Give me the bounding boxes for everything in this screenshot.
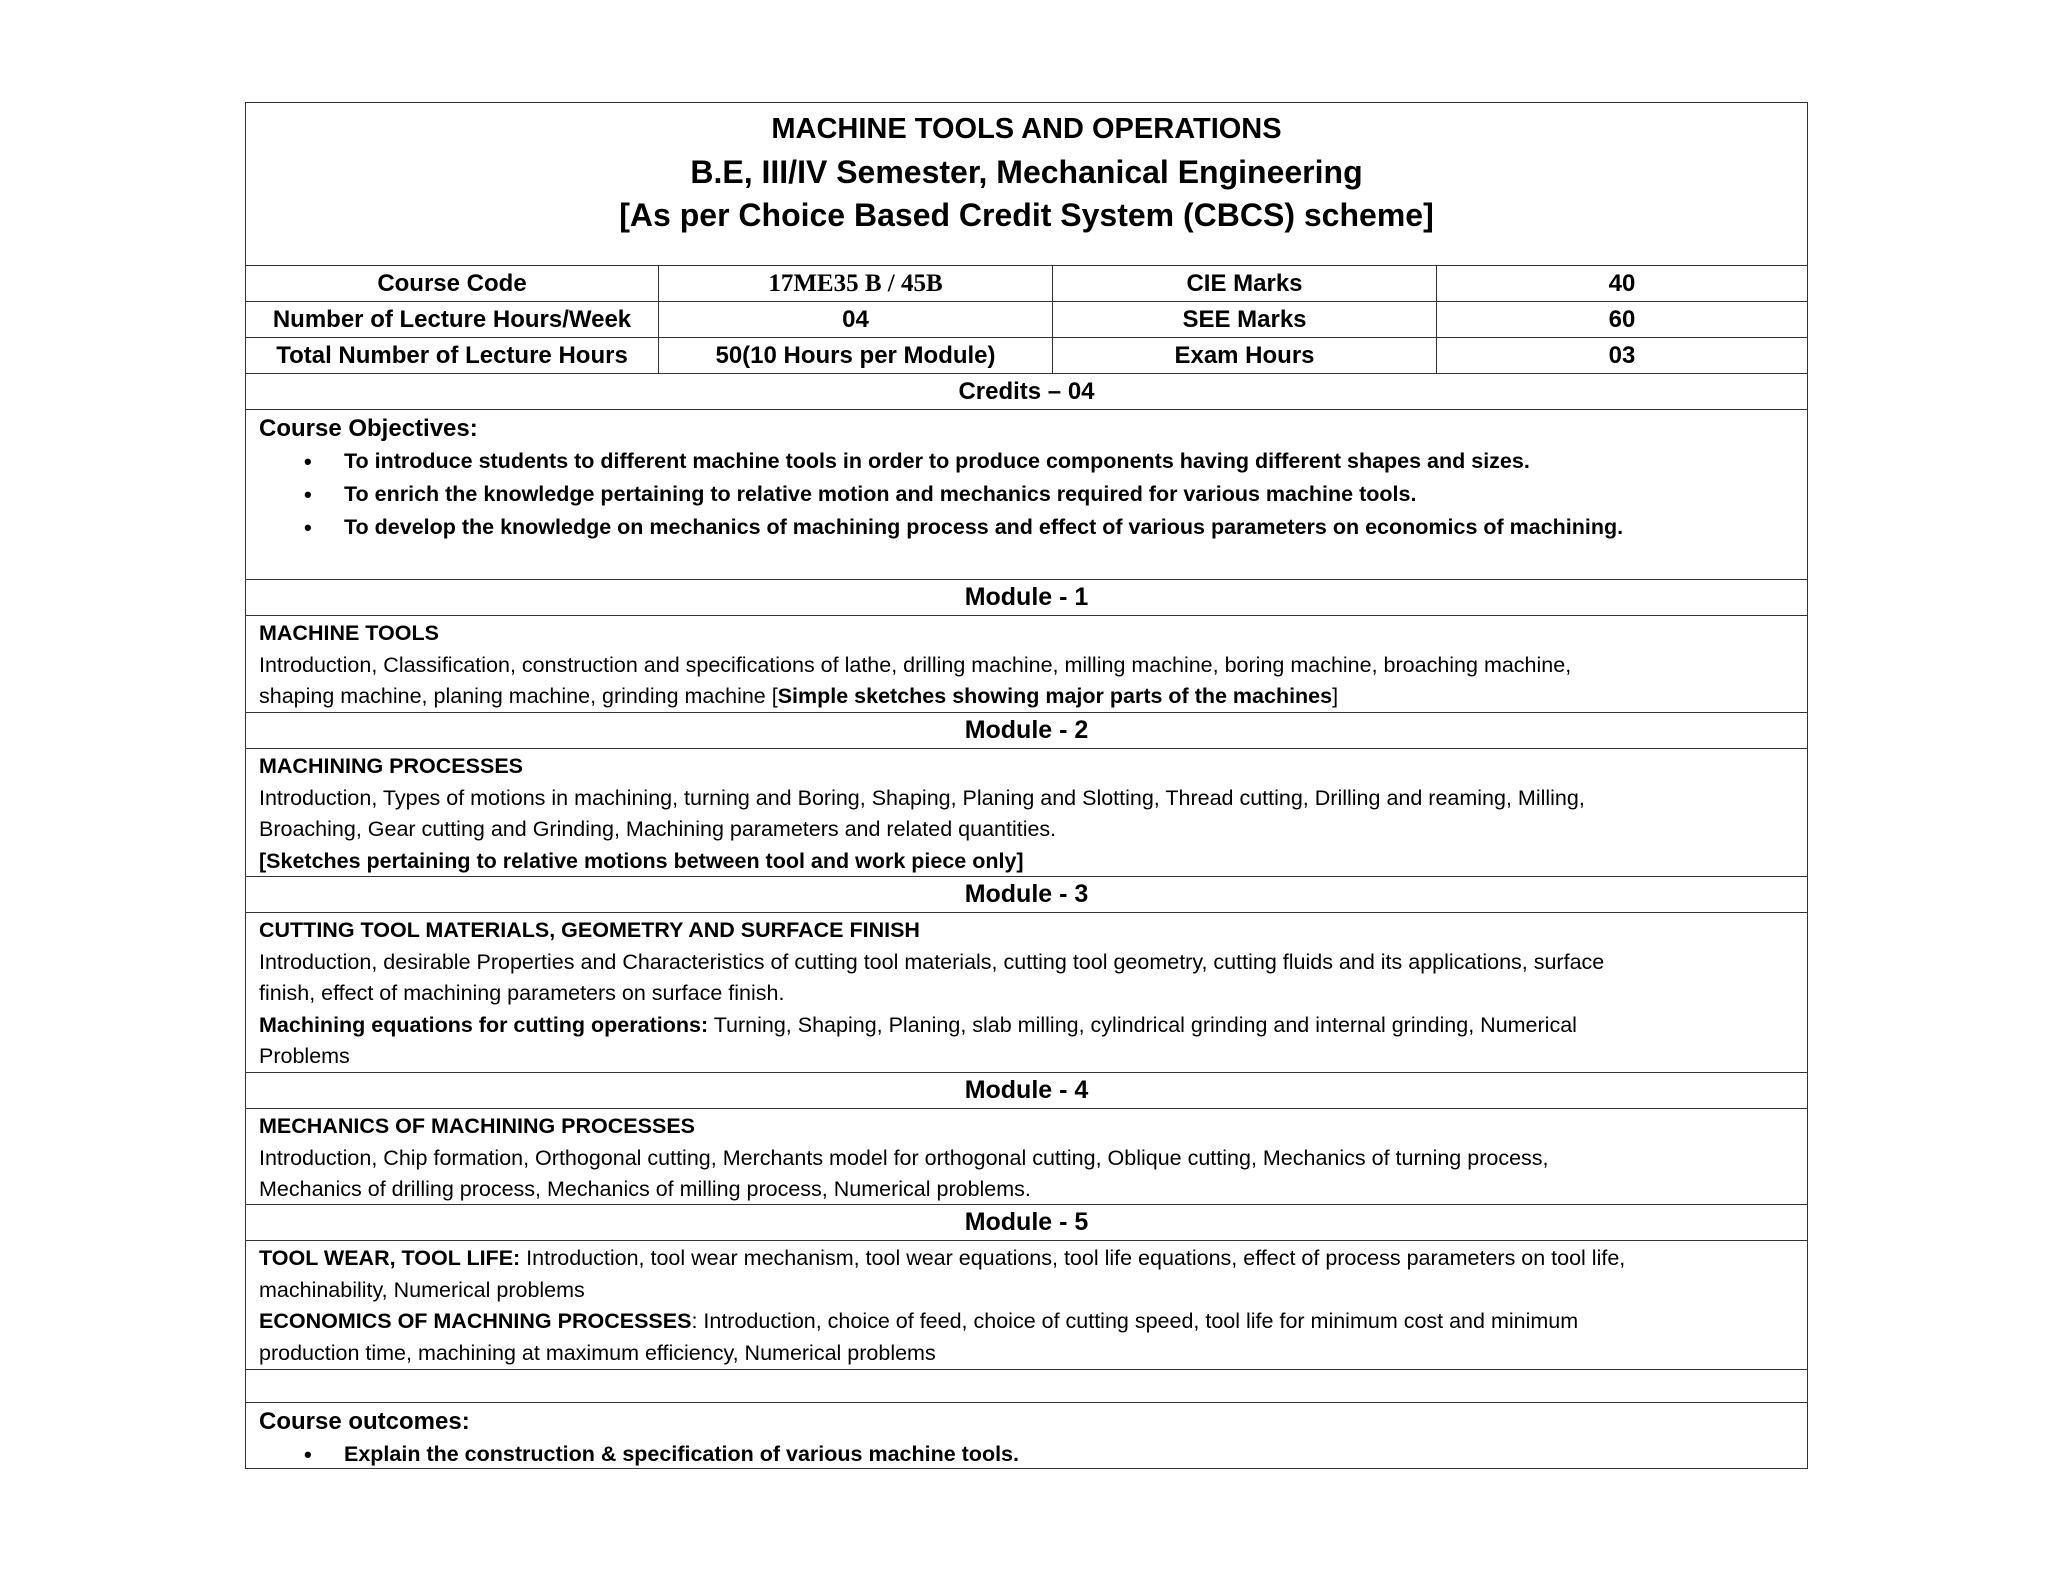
module-4-header: Module - 4 bbox=[246, 1073, 1807, 1109]
info-row-total-hours bbox=[246, 338, 1807, 374]
info-label: Number of Lecture Hours/Week bbox=[246, 302, 659, 337]
info-label: SEE Marks bbox=[1053, 302, 1437, 337]
module-text: production time, machining at maximum efficiency, Numerical problems bbox=[259, 1340, 936, 1365]
module-text: Broaching, Gear cutting and Grinding, Machining parameters and related quantities. bbox=[259, 817, 1057, 841]
module-text: Mechanics of drilling process, Mechanics of milling process, Numerical problems. bbox=[259, 1177, 1031, 1201]
list-item: • To introduce students to different machine tools in order to produce components having different shapes and sizes. bbox=[259, 445, 1794, 478]
module-text: shaping machine, planing machine, grinding machine [Simple sketches showing major parts of the machines] bbox=[259, 684, 1339, 708]
list-item: • To develop the knowledge on mechanics of machining process and effect of various parameters on economics of machining. bbox=[259, 511, 1794, 544]
info-label: CIE Marks bbox=[1053, 266, 1437, 301]
exam-hours-value: 03 bbox=[1608, 342, 1636, 369]
bullet-icon: • bbox=[304, 449, 312, 474]
bullet-icon: • bbox=[304, 515, 312, 540]
course-subtitle: B.E, III/IV Semester, Mechanical Engineering bbox=[690, 154, 1363, 190]
module-heading: MECHANICS OF MACHINING PROCESSES bbox=[259, 1114, 696, 1138]
scheme-line: [As per Choice Based Credit System (CBCS) scheme] bbox=[619, 197, 1434, 233]
list-item: • Explain the construction & specification of various machine tools. bbox=[259, 1438, 1794, 1471]
module-5-content bbox=[246, 1241, 1807, 1370]
module-text: TOOL WEAR, TOOL LIFE: Introduction, tool wear mechanism, tool wear equations, tool life equations, effect of process parameters on tool life, bbox=[259, 1246, 1626, 1270]
list-item: • To enrich the knowledge pertaining to relative motion and mechanics required for various machine tools. bbox=[259, 478, 1794, 511]
module-1-content bbox=[246, 616, 1807, 713]
outcomes-list bbox=[259, 1438, 1794, 1471]
module-text: Machining equations for cutting operations: Turning, Shaping, Planing, slab milling, cylindrical grinding and internal grinding, Numerical bbox=[259, 1012, 1577, 1037]
bullet-icon: • bbox=[304, 1442, 312, 1467]
course-outcomes bbox=[246, 1403, 1807, 1468]
module-text: ECONOMICS OF MACHNING PROCESSES: Introduction, choice of feed, choice of cutting speed, tool life for minimum cost and minimum bbox=[259, 1309, 1579, 1333]
objectives-heading: Course Objectives: bbox=[259, 415, 478, 442]
module-2-content bbox=[246, 749, 1807, 877]
objectives-list bbox=[259, 445, 1794, 544]
module-3-content bbox=[246, 913, 1807, 1073]
module-heading: CUTTING TOOL MATERIALS, GEOMETRY AND SURFACE FINISH bbox=[259, 918, 920, 942]
credits-row: Credits – 04 bbox=[246, 374, 1807, 410]
course-code-value: 17ME35 B / 45B bbox=[659, 266, 1053, 301]
module-text: Introduction, Types of motions in machining, turning and Boring, Shaping, Planing and Slotting, Thread cutting, Drilling and reaming, Milling, bbox=[259, 785, 1585, 810]
total-hours-value: 50(10 Hours per Module) bbox=[659, 338, 1053, 373]
module-text: Introduction, Classification, construction and specifications of lathe, drilling machine, milling machine, boring machine, broaching machine, bbox=[259, 652, 1572, 677]
module-text: Introduction, Chip formation, Orthogonal cutting, Merchants model for orthogonal cutting, Oblique cutting, Mechanics of turning process, bbox=[259, 1145, 1549, 1170]
module-5-header: Module - 5 bbox=[246, 1205, 1807, 1241]
module-heading: MACHINING PROCESSES bbox=[259, 754, 524, 778]
syllabus-table bbox=[245, 102, 1808, 1469]
see-marks-value: 60 bbox=[1608, 306, 1636, 333]
info-row-course-code bbox=[246, 266, 1807, 302]
module-2-header: Module - 2 bbox=[246, 713, 1807, 749]
bullet-icon: • bbox=[304, 482, 312, 507]
module-heading: MACHINE TOOLS bbox=[259, 621, 439, 645]
course-objectives bbox=[246, 410, 1807, 580]
module-note: [Sketches pertaining to relative motions between tool and work piece only] bbox=[259, 848, 1024, 873]
info-label: Course Code bbox=[246, 266, 659, 301]
module-text: Introduction, desirable Properties and Characteristics of cutting tool materials, cutting tool geometry, cutting fluids and its applications, surface bbox=[259, 949, 1605, 974]
module-text: Problems bbox=[259, 1044, 350, 1068]
cie-marks-value: 40 bbox=[1608, 270, 1636, 297]
outcomes-heading: Course outcomes: bbox=[259, 1408, 470, 1435]
course-title: MACHINE TOOLS AND OPERATIONS bbox=[771, 113, 1282, 145]
module-3-header: Module - 3 bbox=[246, 877, 1807, 913]
info-row-lecture-hours-week bbox=[246, 302, 1807, 338]
module-text: machinability, Numerical problems bbox=[259, 1277, 585, 1302]
title-block bbox=[246, 103, 1807, 266]
hours-week-value: 04 bbox=[659, 302, 1053, 337]
module-text: finish, effect of machining parameters on surface finish. bbox=[259, 981, 785, 1005]
info-label: Exam Hours bbox=[1053, 338, 1437, 373]
blank-row bbox=[246, 1370, 1807, 1403]
info-label: Total Number of Lecture Hours bbox=[246, 338, 659, 373]
module-1-header: Module - 1 bbox=[246, 580, 1807, 616]
module-4-content bbox=[246, 1109, 1807, 1205]
